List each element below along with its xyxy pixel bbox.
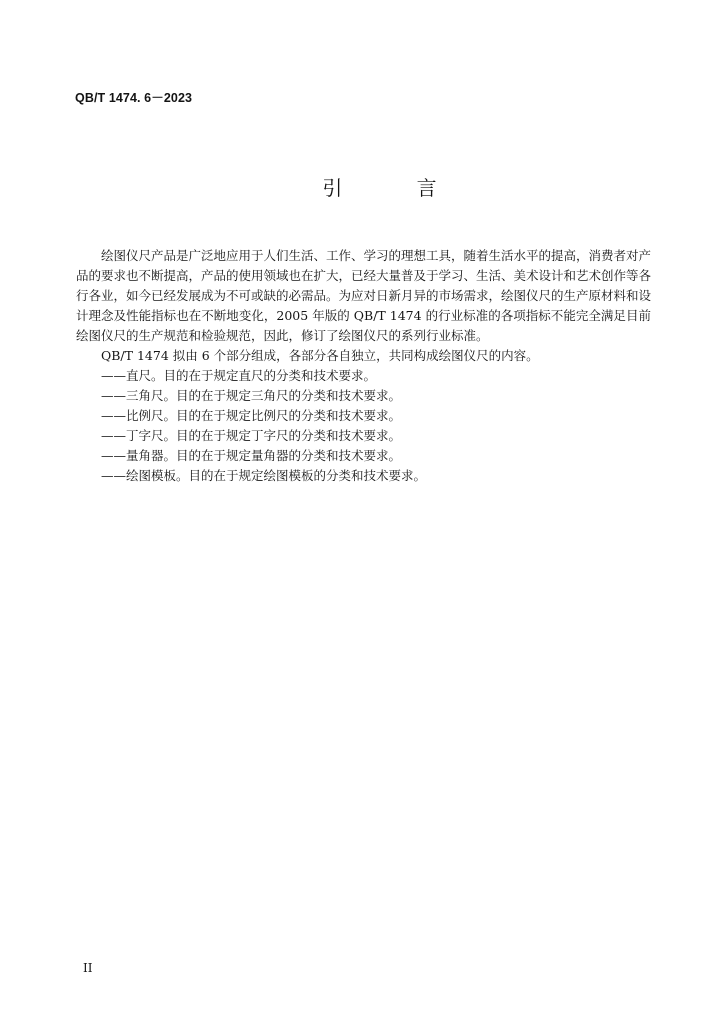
- list-item-part-2: ——三角尺。目的在于规定三角尺的分类和技术要求。: [101, 388, 402, 403]
- parts-list: [76, 366, 651, 486]
- list-item-part-6: ——绘图模板。目的在于规定绘图模板的分类和技术要求。: [101, 468, 427, 483]
- list-item-part-5: ——量角器。目的在于规定量角器的分类和技术要求。: [101, 448, 402, 463]
- intro-paragraph: 绘图仪尺产品是广泛地应用于人们生活、工作、学习的理想工具，随着生活水平的提高，消费者对产品的要求也不断提高，产品的使用领域也在扩大，已经大量普及于学习、生活、美术设计和艺术创作等各行各业，如今已经发展成为不可或缺的必需品。为应对日新月异的市场需求，绘图仪尺的生产原材料和设计理念及性能指标也在不断地变化，2005 年版的 QB/T 1474 的行业标准的各项指标不能完全满足目前绘图仪尺的生产规范和检验规范，因此，修订了绘图仪尺的系列行业标准。: [76, 248, 652, 343]
- page-title: 引 言: [322, 176, 471, 200]
- document-body: [76, 246, 651, 486]
- standard-code-header: QB/T 1474. 6－2023: [75, 91, 193, 105]
- parts-statement: QB/T 1474 拟由 6 个部分组成，各部分各自独立，共同构成绘图仪尺的内容。: [101, 348, 539, 363]
- page-number: II: [83, 961, 93, 975]
- list-item-part-3: ——比例尺。目的在于规定比例尺的分类和技术要求。: [101, 408, 402, 423]
- list-item-part-4: ——丁字尺。目的在于规定丁字尺的分类和技术要求。: [101, 428, 402, 443]
- list-item-part-1: ——直尺。目的在于规定直尺的分类和技术要求。: [101, 368, 377, 383]
